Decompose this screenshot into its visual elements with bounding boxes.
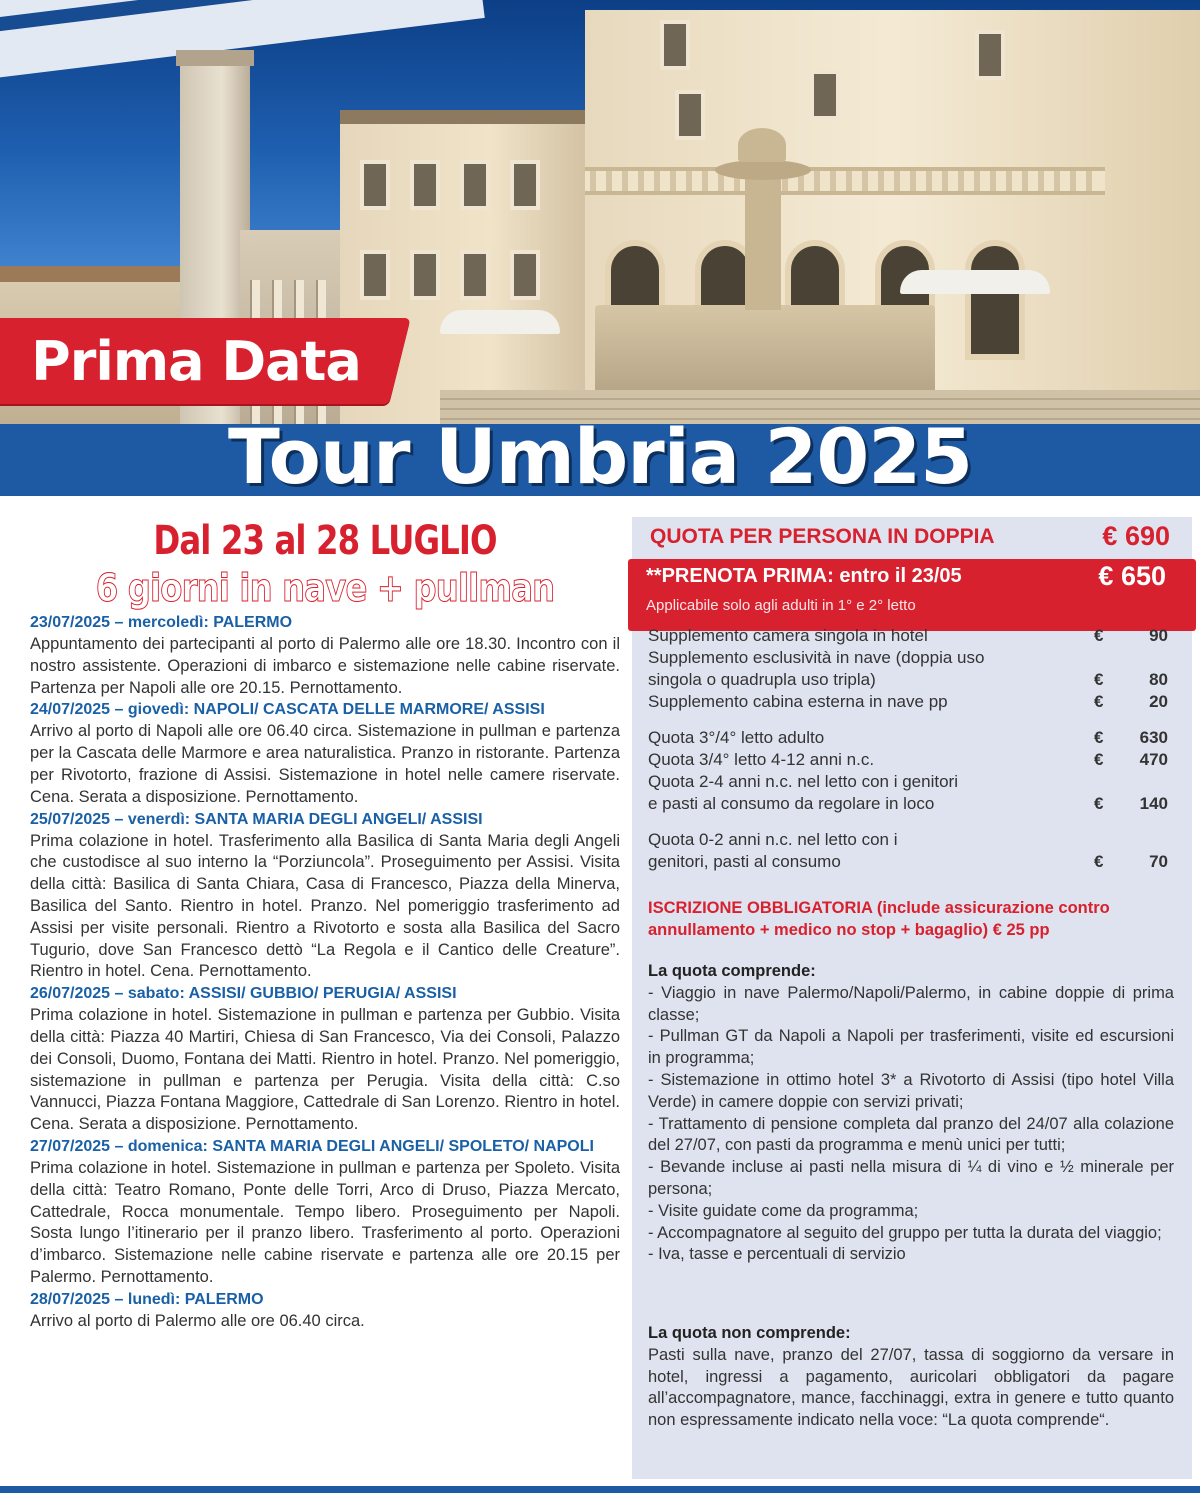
price-row bbox=[648, 771, 1168, 815]
price-value: 70 bbox=[1149, 852, 1168, 871]
pricing-panel bbox=[632, 517, 1192, 1479]
day-heading: 24/07/2025 – giovedì: NAPOLI/ CASCATA DELLE MARMORE/ ASSISI bbox=[30, 701, 545, 719]
day-heading: 26/07/2025 – sabato: ASSISI/ GUBBIO/ PERUGIA/ ASSISI bbox=[30, 985, 457, 1003]
list-item: - Pullman GT da Napoli a Napoli per trasferimenti, visite ed escursioni in programma; bbox=[648, 1027, 1174, 1068]
early-booking-price: € 650 bbox=[1098, 561, 1166, 591]
price-value: 140 bbox=[1139, 794, 1168, 813]
includes-title: La quota comprende: bbox=[648, 962, 816, 980]
currency: € bbox=[1094, 750, 1104, 769]
price-row bbox=[648, 625, 1168, 647]
price-label: Supplemento cabina esterna in nave pp bbox=[648, 692, 948, 711]
itinerary-day bbox=[30, 699, 620, 808]
price-value: 20 bbox=[1149, 692, 1168, 711]
day-description: Arrivo al porto di Napoli alle ore 06.40 circa. Sistemazione in pullman e partenza per la Cascata delle Marmore e area naturalistica. Pranzo in ristorante. Partenza per Rivotorto, frazione di Assisi. Sistemazione in hotel nelle camere riservate. Cena. Serata a disposizione. Pernottamento. bbox=[30, 722, 620, 806]
double-room-label: QUOTA PER PERSONA IN DOPPIA bbox=[650, 525, 995, 548]
price-label: Quota 3°/4° letto adulto bbox=[648, 728, 825, 747]
currency: € bbox=[1094, 692, 1104, 711]
price-row bbox=[648, 829, 1168, 873]
day-heading: 23/07/2025 – mercoledì: PALERMO bbox=[30, 614, 293, 631]
price-value: 630 bbox=[1139, 728, 1168, 747]
day-heading: 25/07/2025 – venerdì: SANTA MARIA DEGLI ANGELI/ ASSISI bbox=[30, 810, 483, 828]
excludes-text: Pasti sulla nave, pranzo del 27/07, tassa di soggiorno da versare in hotel, ingressi a pagamento, auricolari obbligatori da pagare all’accompagnatore, mance, facchinaggi, extra in genere e tutto quanto non espressamente indicato nella voce: “La quota comprende“. bbox=[648, 1345, 1174, 1430]
itinerary-day bbox=[30, 983, 620, 1136]
price-label: Quota 0-2 anni n.c. nel letto con i genitori, pasti al consumo bbox=[648, 830, 898, 871]
itinerary-day bbox=[30, 1136, 620, 1289]
excludes-title: La quota non comprende: bbox=[648, 1324, 851, 1342]
double-room-price-row bbox=[650, 521, 1170, 559]
price-list bbox=[648, 625, 1168, 873]
price-label: Quota 2-4 anni n.c. nel letto con i genitori e pasti al consumo da regolare in loco bbox=[648, 772, 958, 813]
price-value: 90 bbox=[1149, 626, 1168, 645]
itinerary-day bbox=[30, 809, 620, 984]
prima-data-label: Prima Data bbox=[31, 330, 361, 393]
day-description: Prima colazione in hotel. Trasferimento alla Basilica di Santa Maria degli Angeli che custodisce al suo interno la “Porziuncola”. Proseguimento per Assisi. Visita della città: Basilica di Santa Chiara, Casa di Francesco, Piazza della Minerva, Basilica del Santo. Rientro in hotel. Pranzo. Nel pomeriggio trasferimento ad Assisi per visite personali. Rientro a Rivotorto e sosta alla Basilica del Sacro Tugurio, dove San Francesco dettò “La Regola e il Cantico delle Creature”. Rientro in hotel. Cena. Pernottamento. bbox=[30, 831, 620, 981]
tour-dates: Dal 23 al 28 LUGLIO bbox=[153, 518, 497, 564]
currency: € bbox=[1094, 626, 1104, 645]
day-description: Arrivo al porto di Palermo alle ore 06.40 circa. bbox=[30, 1311, 365, 1330]
day-heading: 27/07/2025 – domenica: SANTA MARIA DEGLI ANGELI/ SPOLETO/ NAPOLI bbox=[30, 1137, 594, 1155]
currency: € bbox=[1094, 794, 1104, 813]
currency: € bbox=[1094, 728, 1104, 747]
early-booking-note: Applicabile solo agli adulti in 1° e 2° letto bbox=[646, 597, 916, 614]
currency: € bbox=[1094, 670, 1104, 689]
early-booking-label: **PRENOTA PRIMA: entro il 23/05 bbox=[646, 565, 962, 587]
price-label: Supplemento camera singola in hotel bbox=[648, 626, 928, 645]
price-row bbox=[648, 727, 1168, 749]
day-description: Appuntamento dei partecipanti al porto di Palermo alle ore 18.30. Incontro con il nostro assistente. Operazioni di imbarco e sistemazione nelle cabine riservate. Partenza per Napoli alle ore 20.15. Pernottamento. bbox=[30, 635, 620, 697]
day-heading: 28/07/2025 – lunedì: PALERMO bbox=[30, 1290, 264, 1308]
itinerary-column bbox=[30, 516, 620, 1333]
early-booking-banner bbox=[628, 559, 1196, 631]
price-row bbox=[648, 749, 1168, 771]
list-item: - Trattamento di pensione completa dal pranzo del 24/07 alla colazione del 27/07, con pasti da programma e menù unici per tutti; bbox=[648, 1114, 1174, 1155]
itinerary-day bbox=[30, 1289, 620, 1333]
excludes-section bbox=[648, 1323, 1174, 1432]
tour-subtitle: 6 giorni in nave + pullman bbox=[95, 566, 555, 610]
mandatory-registration-note: ISCRIZIONE OBBLIGATORIA (include assicurazione contro annullamento + medico no stop + bagaglio) € 25 pp bbox=[648, 899, 1110, 939]
currency: € bbox=[1094, 852, 1104, 871]
list-item: - Viaggio in nave Palermo/Napoli/Palermo, in cabine doppie di prima classe; bbox=[648, 983, 1174, 1024]
list-item: - Accompagnatore al seguito del gruppo per tutta la durata del viaggio; bbox=[648, 1223, 1162, 1242]
price-value: 470 bbox=[1139, 750, 1168, 769]
itinerary-day bbox=[30, 612, 620, 699]
list-item: - Visite guidate come da programma; bbox=[648, 1201, 919, 1220]
price-label: Supplemento esclusività in nave (doppia uso singola o quadrupla uso tripla) bbox=[648, 648, 985, 689]
price-row bbox=[648, 647, 1168, 691]
price-value: 80 bbox=[1149, 670, 1168, 689]
day-description: Prima colazione in hotel. Sistemazione in pullman e partenza per Spoleto. Visita della città: Teatro Romano, Ponte delle Torri, Arco di Druso, Piazza Mercato, Cattedrale, Rocca monumentale. Tempo libero. Proseguimento per Napoli. Sosta lungo l’itinerario per il pranzo libero. Trasferimento al porto. Operazioni d’imbarco. Sistemazione nelle cabine riservate e partenza alle ore 20.15 per Palermo. Pernottamento. bbox=[30, 1158, 620, 1286]
tour-title: Tour Umbria 2025 bbox=[227, 412, 973, 501]
double-room-price: € 690 bbox=[1102, 521, 1170, 551]
list-item: - Sistemazione in ottimo hotel 3* a Rivotorto di Assisi (tipo hotel Villa Verde) in camere doppie con servizi privati; bbox=[648, 1070, 1174, 1111]
includes-section bbox=[648, 961, 1174, 1266]
day-description: Prima colazione in hotel. Sistemazione in pullman e partenza per Gubbio. Visita della città: Piazza 40 Martiri, Chiesa di San Francesco, Via dei Consoli, Palazzo dei Consoli, Duomo, Fontana dei Matti. Rientro in hotel. Pranzo. Nel pomeriggio, sistemazione in pullman e partenza per Perugia. Visita della città: C.so Vannucci, Piazza Fontana Maggiore, Cattedrale di San Lorenzo. Rientro in hotel. Cena. Serata a disposizione. Pernottamento. bbox=[30, 1006, 620, 1134]
list-item: - Bevande incluse ai pasti nella misura di ¼ di vino e ½ minerale per persona; bbox=[648, 1158, 1174, 1198]
price-row bbox=[648, 691, 1168, 713]
list-item: - Iva, tasse e percentuali di servizio bbox=[648, 1245, 906, 1264]
price-label: Quota 3/4° letto 4-12 anni n.c. bbox=[648, 750, 875, 769]
bottom-bar bbox=[0, 1486, 1200, 1493]
